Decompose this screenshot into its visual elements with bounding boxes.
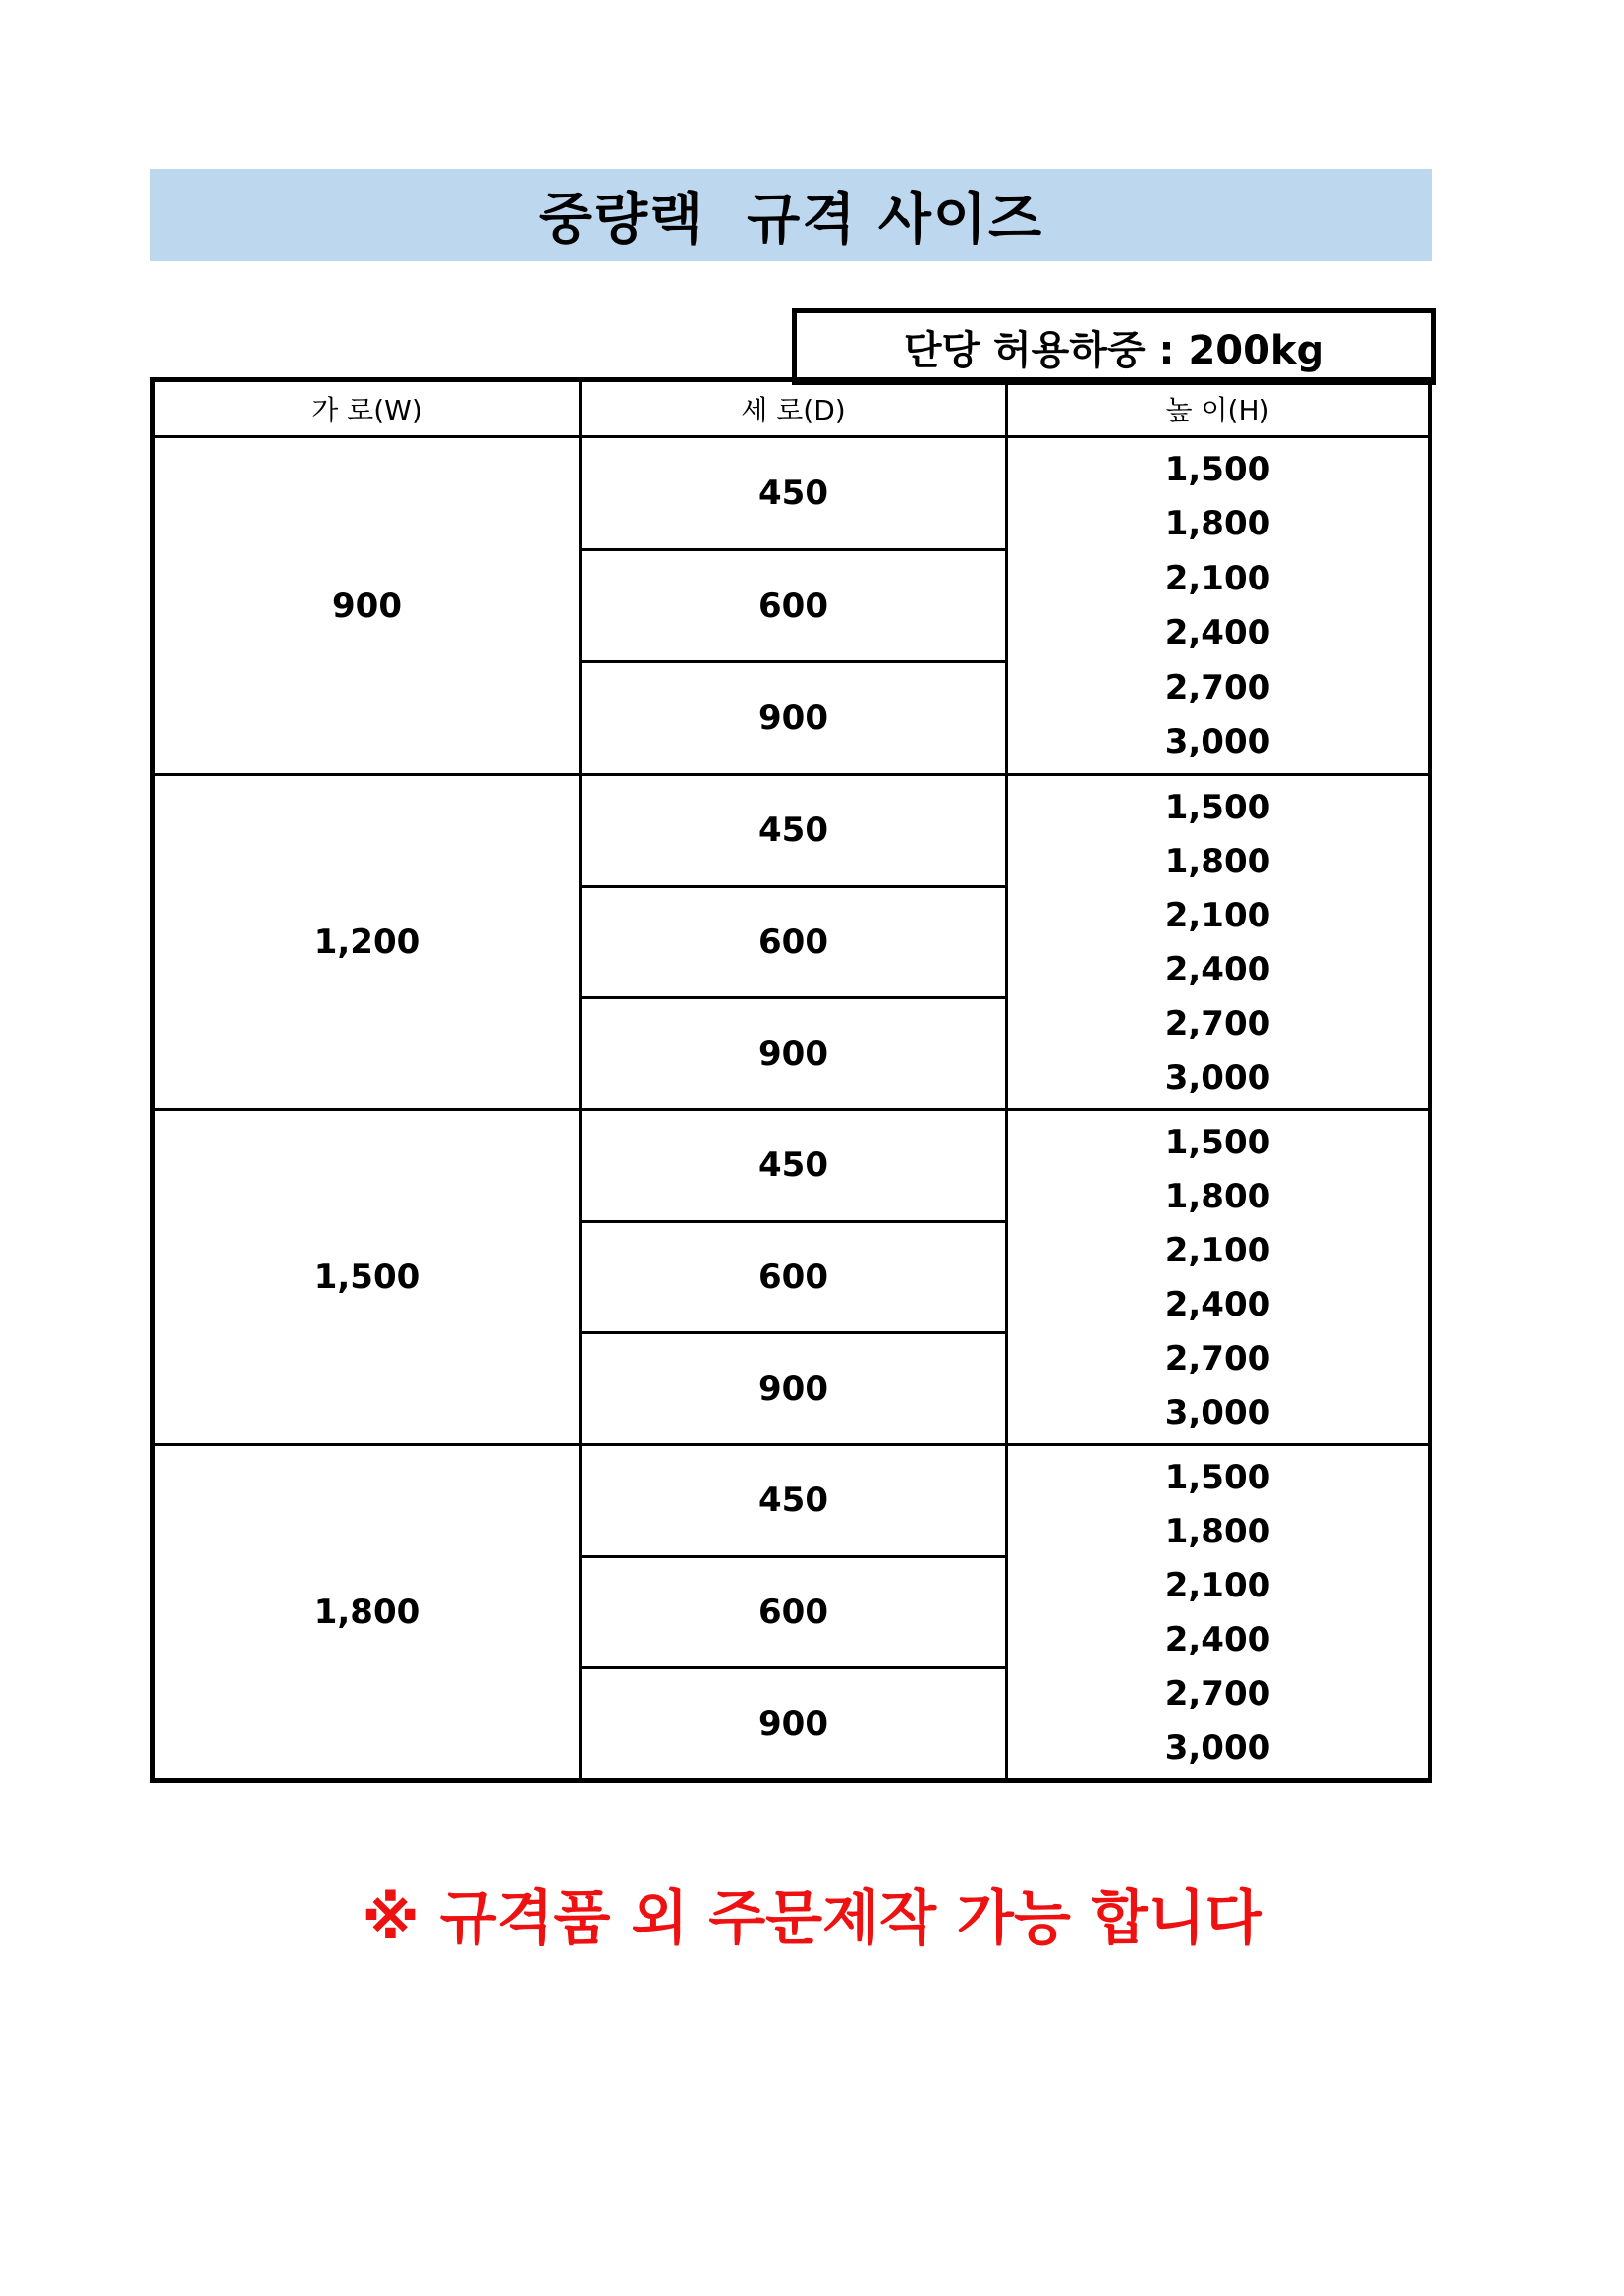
- height-value: 1,800: [1164, 1511, 1271, 1551]
- depth-cell: 600: [582, 885, 1005, 997]
- depth-cell: 450: [758, 811, 828, 851]
- depth-cell: 450: [758, 1481, 828, 1521]
- height-column: [1008, 773, 1428, 1108]
- width-cell: 1,500: [155, 1108, 582, 1443]
- height-value: 2,100: [1164, 1230, 1271, 1270]
- header-width: 가 로(W): [155, 382, 582, 438]
- width-cell: 1,200: [155, 773, 582, 1108]
- depth-cell: 600: [582, 548, 1005, 661]
- height-value: 2,700: [1164, 1338, 1271, 1378]
- header-depth: 세 로(D): [582, 382, 1008, 438]
- height-column: [1008, 438, 1428, 773]
- height-value: 2,400: [1164, 949, 1271, 989]
- height-value: 2,700: [1164, 1003, 1271, 1043]
- height-value: 2,100: [1164, 1565, 1271, 1605]
- height-value: 1,800: [1164, 841, 1271, 881]
- height-value: 1,500: [1164, 449, 1271, 489]
- height-value: 2,700: [1164, 1673, 1271, 1713]
- height-value: 3,000: [1164, 1057, 1271, 1097]
- height-value: 3,000: [1164, 722, 1271, 762]
- width-cell: 900: [155, 438, 582, 773]
- depth-column: [582, 1108, 1008, 1443]
- height-value: 2,100: [1164, 895, 1271, 935]
- height-value: 2,400: [1164, 1619, 1271, 1659]
- height-value: 1,500: [1164, 1122, 1271, 1162]
- depth-cell: 450: [758, 1146, 828, 1186]
- custom-order-note: ※ 규격품 외 주문제작 가능 합니다: [362, 1884, 1262, 1953]
- depth-cell: 600: [582, 1555, 1005, 1667]
- depth-cell: 600: [582, 1220, 1005, 1332]
- height-value: 2,400: [1164, 1284, 1271, 1324]
- height-column: [1008, 1108, 1428, 1443]
- depth-column: [582, 1443, 1008, 1778]
- height-value: 1,800: [1164, 1176, 1271, 1216]
- height-value: 2,100: [1164, 558, 1271, 598]
- header-height: 높 이(H): [1008, 382, 1428, 438]
- width-cell: 1,800: [155, 1443, 582, 1778]
- spec-table: [150, 377, 1432, 1783]
- depth-cell: 900: [582, 1666, 1005, 1778]
- height-value: 3,000: [1164, 1392, 1271, 1432]
- height-value: 3,000: [1164, 1727, 1271, 1767]
- depth-column: [582, 773, 1008, 1108]
- depth-cell: 450: [758, 473, 828, 513]
- depth-cell: 900: [582, 996, 1005, 1108]
- depth-cell: 900: [582, 1331, 1005, 1443]
- load-capacity-label: 단당 허용하중 : 200kg: [903, 327, 1325, 373]
- title-banner: [150, 169, 1432, 261]
- page-title: 중량랙 규격 사이즈: [538, 188, 1044, 252]
- height-value: 1,500: [1164, 1457, 1271, 1497]
- height-value: 1,500: [1164, 787, 1271, 827]
- height-value: 1,800: [1164, 504, 1271, 544]
- depth-column: [582, 438, 1008, 773]
- depth-cell: 900: [582, 660, 1005, 773]
- load-capacity-box: [792, 308, 1436, 385]
- height-value: 2,700: [1164, 667, 1271, 707]
- height-column: [1008, 1443, 1428, 1778]
- height-value: 2,400: [1164, 613, 1271, 653]
